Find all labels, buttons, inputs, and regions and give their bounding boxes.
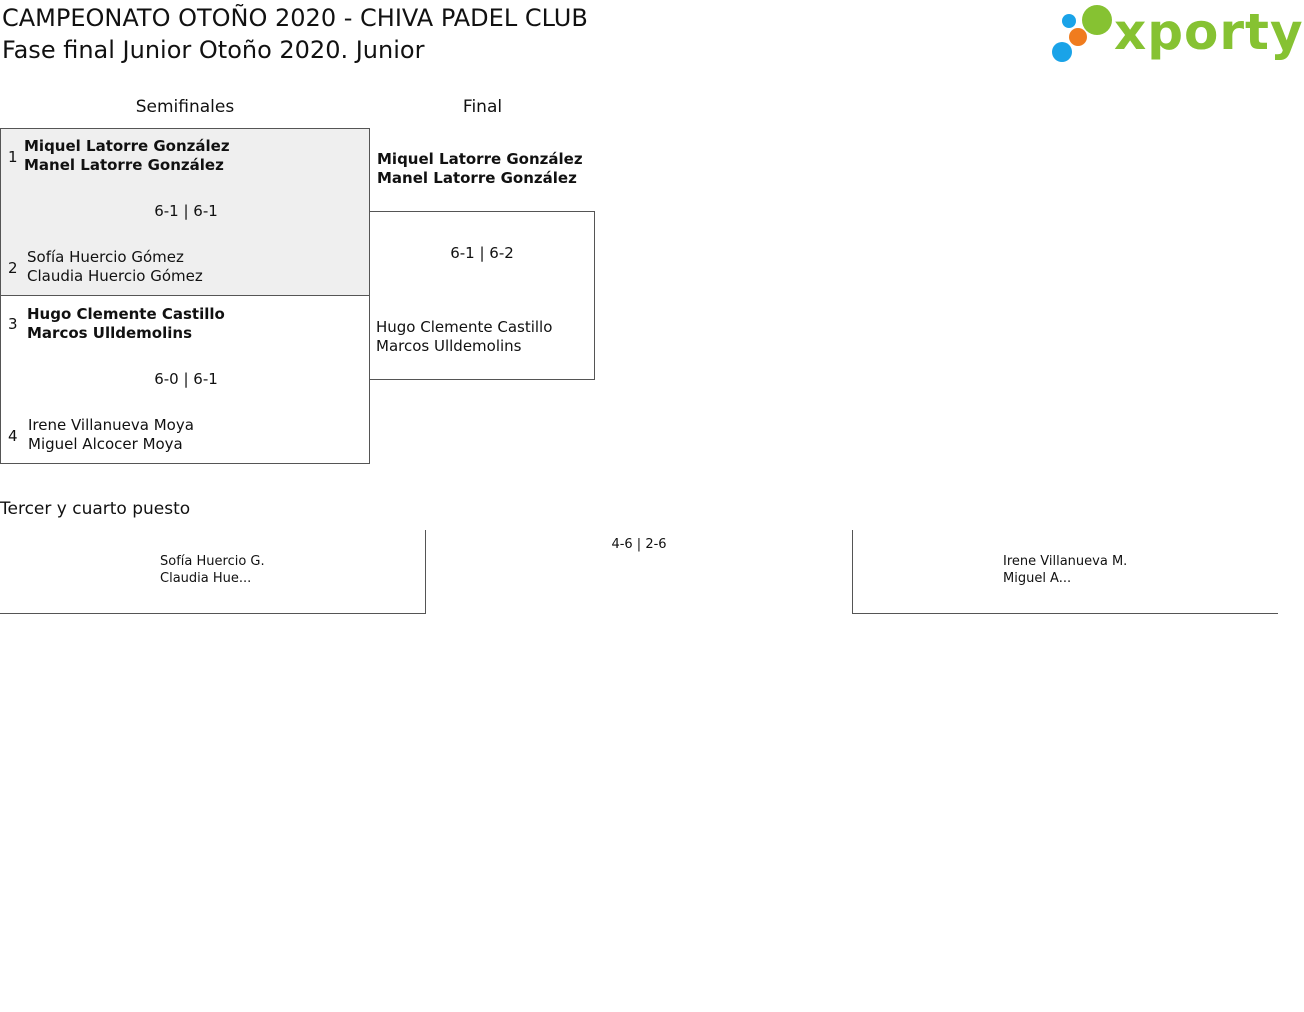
- team-player-name: Sofía Huercio G.: [160, 554, 265, 569]
- team-player-name: Irene Villanueva Moya: [28, 416, 194, 434]
- team-player-name: Hugo Clemente Castillo: [27, 305, 225, 323]
- logo-orange-dot-icon: [1069, 28, 1087, 46]
- third-place-header: Tercer y cuarto puesto: [0, 499, 191, 519]
- team-player-name: Miguel Alcocer Moya: [28, 435, 183, 453]
- team-player-name: Marcos Ulldemolins: [27, 324, 192, 342]
- seed-number: 3: [8, 315, 18, 333]
- final-team-name: Manel Latorre González: [377, 169, 577, 187]
- match-score: 4-6 | 2-6: [611, 537, 667, 552]
- final-team-name: Hugo Clemente Castillo: [376, 318, 553, 336]
- tournament-title: CAMPEONATO OTOÑO 2020 - CHIVA PADEL CLUB: [2, 4, 588, 32]
- team-player-name: Miquel Latorre González: [24, 137, 230, 155]
- match-score: 6-0 | 6-1: [154, 370, 218, 388]
- semifinal-match-2[interactable]: [0, 295, 370, 464]
- third-place-score-block: [426, 530, 852, 614]
- team-player-name: Claudia Hue...: [160, 571, 252, 586]
- third-place-team-left[interactable]: [0, 530, 426, 614]
- round-header-final: Final: [462, 97, 503, 117]
- seed-number: 4: [8, 427, 18, 445]
- third-place-team-right[interactable]: [852, 530, 1278, 614]
- final-team-name: Miquel Latorre González: [377, 150, 583, 168]
- logo-blue-dot-icon: [1062, 14, 1076, 28]
- logo-wordmark: xporty: [1114, 3, 1304, 61]
- seed-number: 2: [8, 259, 18, 277]
- logo-blue-dot-icon: [1052, 42, 1072, 62]
- logo-green-dot-icon: [1082, 5, 1112, 35]
- semifinal-match-1[interactable]: [0, 128, 370, 296]
- match-score: 6-1 | 6-1: [154, 202, 218, 220]
- round-header-semifinals: Semifinales: [135, 97, 235, 117]
- match-score: 6-1 | 6-2: [450, 244, 514, 262]
- xporty-logo[interactable]: [1050, 3, 1304, 68]
- phase-subtitle: Fase final Junior Otoño 2020. Junior: [2, 36, 425, 64]
- team-player-name: Irene Villanueva M.: [1003, 554, 1128, 569]
- final-team-name: Marcos Ulldemolins: [376, 337, 522, 355]
- team-player-name: Manel Latorre González: [24, 156, 224, 174]
- team-player-name: Miguel A...: [1003, 571, 1072, 586]
- team-player-name: Claudia Huercio Gómez: [27, 267, 203, 285]
- seed-number: 1: [8, 148, 18, 166]
- final-match[interactable]: [369, 211, 595, 380]
- team-player-name: Sofía Huercio Gómez: [27, 248, 184, 266]
